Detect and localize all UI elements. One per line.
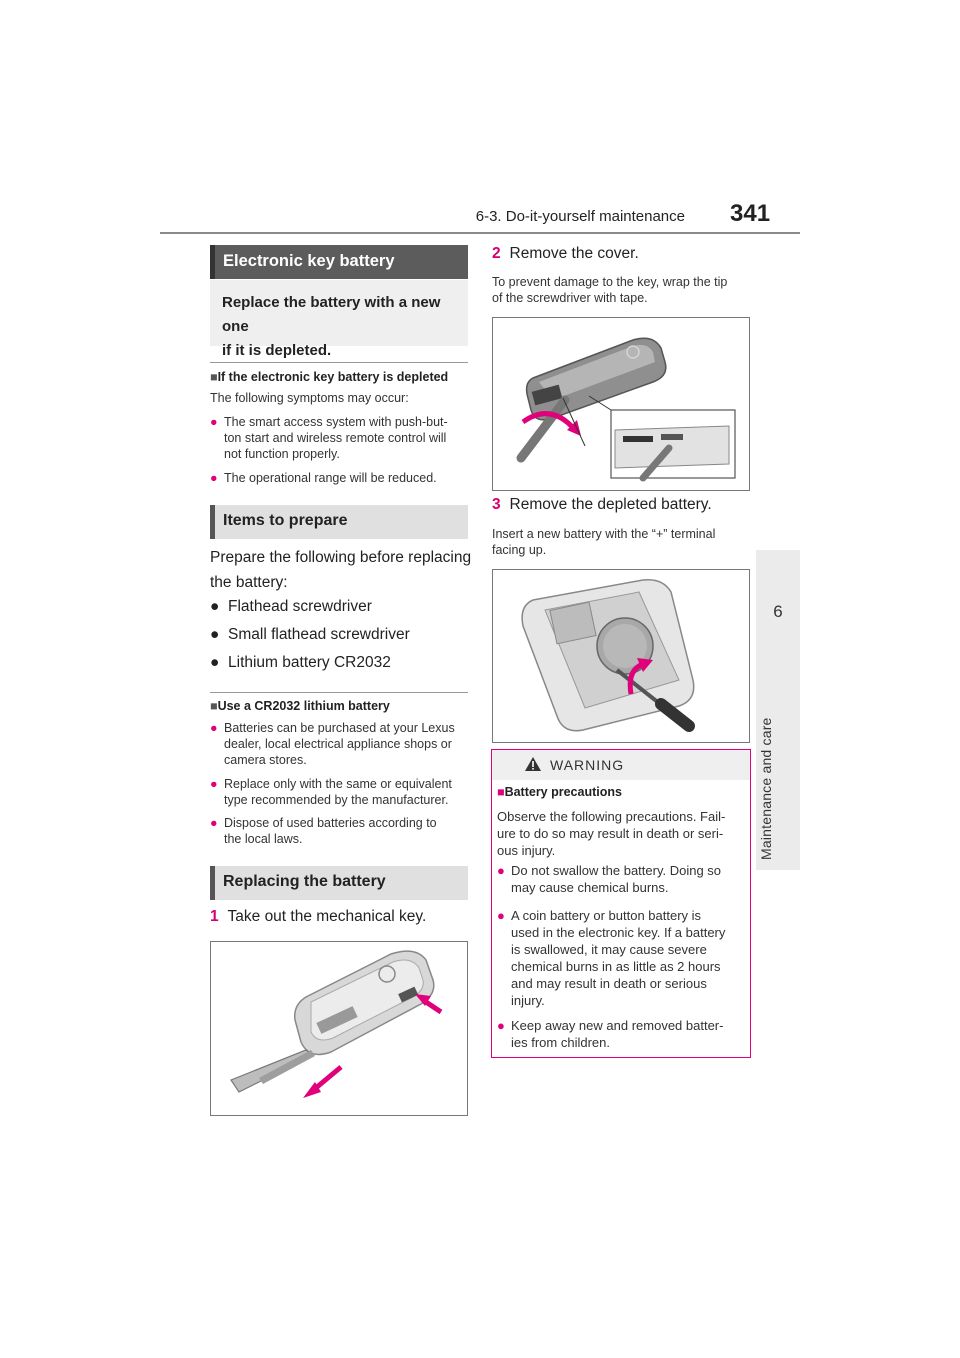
list-item: ● Lithium battery CR2032	[210, 654, 391, 671]
mechanical-key-illustration	[231, 1050, 315, 1092]
curved-arrow-icon	[523, 414, 581, 436]
section-heading-replacing-battery: Replacing the battery	[210, 866, 468, 900]
lead-box: Replace the battery with a new one if it is depleted.	[210, 280, 468, 346]
arrow-icon	[303, 1067, 341, 1098]
list-item: ● Dispose of used batteries according to the local laws.	[210, 816, 437, 846]
chapter-number: 6	[773, 602, 783, 621]
list-item: ● The smart access system with push-but- ton start and wireless remote control will not function properly.	[210, 415, 448, 461]
prepare-text: Prepare the following before replacing the battery:	[210, 549, 472, 591]
section-heading-electronic-key-battery: Electronic key battery	[210, 245, 468, 279]
step-2: 2 Remove the cover.	[492, 245, 639, 262]
list-item: ● A coin battery or button battery is used in the electronic key. If a battery is swallowed, it may cause severe chemical burns in as little as 2 hours and may result in death or serious injury.	[497, 908, 726, 1008]
note-rule	[210, 362, 468, 363]
note-title-cr2032: ■Use a CR2032 lithium battery	[210, 699, 390, 713]
section-heading-items-to-prepare: Items to prepare	[210, 505, 468, 539]
electronic-key-illustration	[527, 338, 666, 420]
list-item: ● Batteries can be purchased at your Lexus dealer, local electrical appliance shops or camera stores.	[210, 721, 455, 767]
header-rule	[160, 232, 800, 234]
running-header-section: 6-3. Do-it-yourself maintenance	[475, 208, 685, 225]
step-3-note: Insert a new battery with the “+” terminal facing up.	[492, 527, 716, 557]
warning-triangle-icon	[524, 756, 542, 772]
warning-title: ■Battery precautions	[497, 785, 622, 799]
electronic-key-illustration	[295, 951, 434, 1054]
page-number: 341	[730, 200, 771, 227]
figure-take-out-mechanical-key	[210, 941, 468, 1116]
note-intro: The following symptoms may occur:	[210, 391, 409, 405]
list-item: ● The operational range will be reduced.	[210, 471, 437, 485]
step-3: 3 Remove the depleted battery.	[492, 496, 712, 513]
list-item: ● Replace only with the same or equivalent type recommended by the manufacturer.	[210, 777, 452, 807]
warning-intro: Observe the following precautions. Fail- ure to do so may result in death or seri- ous injury.	[497, 809, 726, 858]
warning-label: WARNING	[550, 757, 625, 773]
chapter-label: Maintenance and care	[758, 717, 774, 860]
note-rule	[210, 692, 468, 693]
note-title-depleted: ■If the electronic key battery is depleted	[210, 370, 449, 384]
step-1: 1 Take out the mechanical key.	[210, 908, 427, 925]
figure-remove-cover	[492, 317, 750, 491]
list-item: ● Flathead screwdriver	[210, 598, 372, 615]
list-item: ● Do not swallow the battery. Doing so may cause chemical burns.	[497, 863, 722, 895]
list-item: ● Keep away new and removed batter- ies from children.	[497, 1018, 724, 1050]
figure-remove-battery	[492, 569, 750, 743]
step-2-note: To prevent damage to the key, wrap the tip of the screwdriver with tape.	[492, 275, 728, 305]
list-item: ● Small flathead screwdriver	[210, 626, 410, 643]
